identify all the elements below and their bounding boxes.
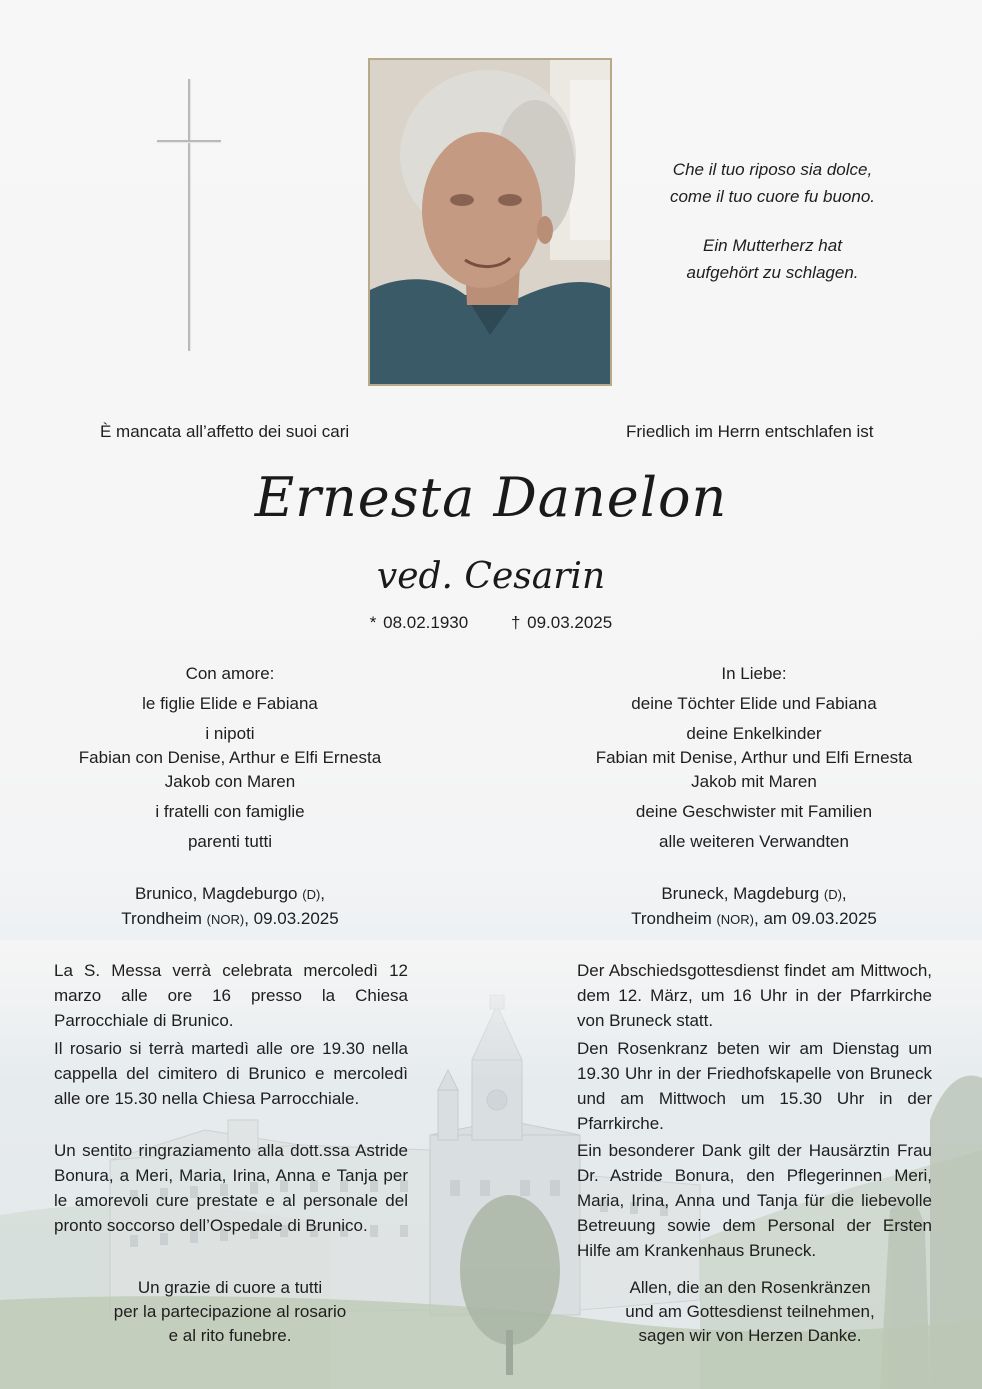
quote-italian-line: Che il tuo riposo sia dolce, bbox=[672, 160, 873, 179]
family-german bbox=[564, 662, 944, 854]
rosary-info-german: Den Rosenkranz beten wir am Dienstag um 19.30 Uhr in der Friedhofskapelle von Bruneck und am Mittwoch um 15.30 Uhr in der Pfarrkirche. bbox=[577, 1039, 932, 1133]
mass-info-german: Der Abschiedsgottesdienst findet am Mittwoch, dem 12. März, um 16 Uhr in der Pfarrkirche von Bruneck statt. bbox=[577, 961, 932, 1030]
place-line-2 bbox=[564, 907, 944, 932]
place-text: Trondheim bbox=[121, 909, 207, 928]
rosary-info-italian: Il rosario si terrà martedì alle ore 19.30 nella cappella del cimitero di Brunico e mercoledì alle ore 15.30 nella Chiesa Parrocchiale. bbox=[54, 1039, 408, 1108]
intro-german: Friedlich im Herrn entschlafen ist bbox=[626, 422, 874, 441]
country-code: (NOR) bbox=[716, 912, 755, 927]
place-text: , am 09.03.2025 bbox=[754, 909, 877, 928]
family-grandchildren-label: deine Enkelkinder bbox=[686, 724, 822, 743]
closing-italian bbox=[40, 1276, 420, 1348]
family-grandchildren-label: i nipoti bbox=[205, 724, 255, 743]
maiden-name: ved. Cesarin bbox=[376, 556, 606, 597]
closing-line: und am Gottesdienst teilnehmen, bbox=[625, 1302, 875, 1321]
place-text: Bruneck, Magdeburg bbox=[661, 884, 824, 903]
quote-italian bbox=[640, 156, 905, 210]
deceased-name: Ernesta Danelon bbox=[254, 466, 728, 529]
place-line-1 bbox=[40, 882, 420, 907]
thanks-german: Ein besonderer Dank gilt der Hausärztin Frau Dr. Astride Bonura, den Pflegerinnen Meri, Maria, Irina, Anna und Tanja für die liebevolle Betreuung sowie dem Personal der Ersten Hilfe am Krankenhaus Bruneck. bbox=[577, 1141, 932, 1260]
place-line-1 bbox=[564, 882, 944, 907]
country-code: (D) bbox=[823, 887, 842, 902]
place-text: Trondheim bbox=[631, 909, 717, 928]
closing-line: Allen, die an den Rosenkränzen bbox=[629, 1278, 871, 1297]
closing-german bbox=[560, 1276, 940, 1348]
country-code: (NOR) bbox=[206, 912, 245, 927]
family-relatives: parenti tutti bbox=[187, 832, 273, 851]
family-daughters: deine Töchter Elide und Fabiana bbox=[631, 694, 877, 713]
family-grandchildren-line: Fabian con Denise, Arthur e Elfi Ernesta bbox=[78, 748, 382, 767]
closing-line: e al rito funebre. bbox=[168, 1326, 292, 1345]
family-siblings: i fratelli con famiglie bbox=[155, 802, 305, 821]
intro-italian: È mancata all’affetto dei suoi cari bbox=[100, 422, 350, 441]
family-daughters: le figlie Elide e Fabiana bbox=[142, 694, 318, 713]
family-relatives: alle weiteren Verwandten bbox=[659, 832, 849, 851]
family-heading: In Liebe: bbox=[721, 664, 787, 683]
country-code: (D) bbox=[302, 887, 321, 902]
place-line-2 bbox=[40, 907, 420, 932]
life-dates bbox=[0, 613, 982, 633]
place-text: Brunico, Magdeburgo bbox=[134, 884, 303, 903]
family-heading: Con amore: bbox=[185, 664, 275, 683]
quote-italian-line: come il tuo cuore fu buono. bbox=[669, 187, 876, 206]
place-text: , bbox=[841, 884, 847, 903]
closing-line: sagen wir von Herzen Danke. bbox=[638, 1326, 862, 1345]
portrait-photo bbox=[368, 58, 612, 386]
family-grandchildren-line: Jakob con Maren bbox=[164, 772, 296, 791]
birth-date: * 08.02.1930 bbox=[369, 613, 469, 632]
place-date-german bbox=[564, 882, 944, 932]
mass-info-italian: La S. Messa verrà celebrata mercoledì 12 marzo alle ore 16 presso la Chiesa Parrocchiale di Brunico. bbox=[54, 961, 408, 1030]
place-date-italian bbox=[40, 882, 420, 932]
quote-german-line: aufgehört zu schlagen. bbox=[686, 263, 859, 282]
death-date: † 09.03.2025 bbox=[510, 613, 613, 632]
thanks-italian: Un sentito ringraziamento alla dott.ssa Astride Bonura, a Meri, Maria, Irina, Anna e Tanja per le amorevoli cure prestate e al personale del pronto soccorso dell’Ospedale di Brunico. bbox=[54, 1141, 408, 1235]
family-siblings: deine Geschwister mit Familien bbox=[635, 802, 873, 821]
cross-symbol-horizontal bbox=[157, 140, 221, 142]
closing-line: Un grazie di cuore a tutti bbox=[137, 1278, 323, 1297]
quote-german bbox=[640, 232, 905, 286]
family-grandchildren-line: Jakob mit Maren bbox=[691, 772, 817, 791]
family-grandchildren-line: Fabian mit Denise, Arthur und Elfi Ernesta bbox=[595, 748, 913, 767]
family-italian bbox=[40, 662, 420, 854]
place-text: , bbox=[320, 884, 326, 903]
closing-line: per la partecipazione al rosario bbox=[113, 1302, 347, 1321]
place-text: , 09.03.2025 bbox=[244, 909, 339, 928]
quote-german-line: Ein Mutterherz hat bbox=[703, 236, 842, 255]
cross-symbol-vertical bbox=[188, 79, 190, 351]
